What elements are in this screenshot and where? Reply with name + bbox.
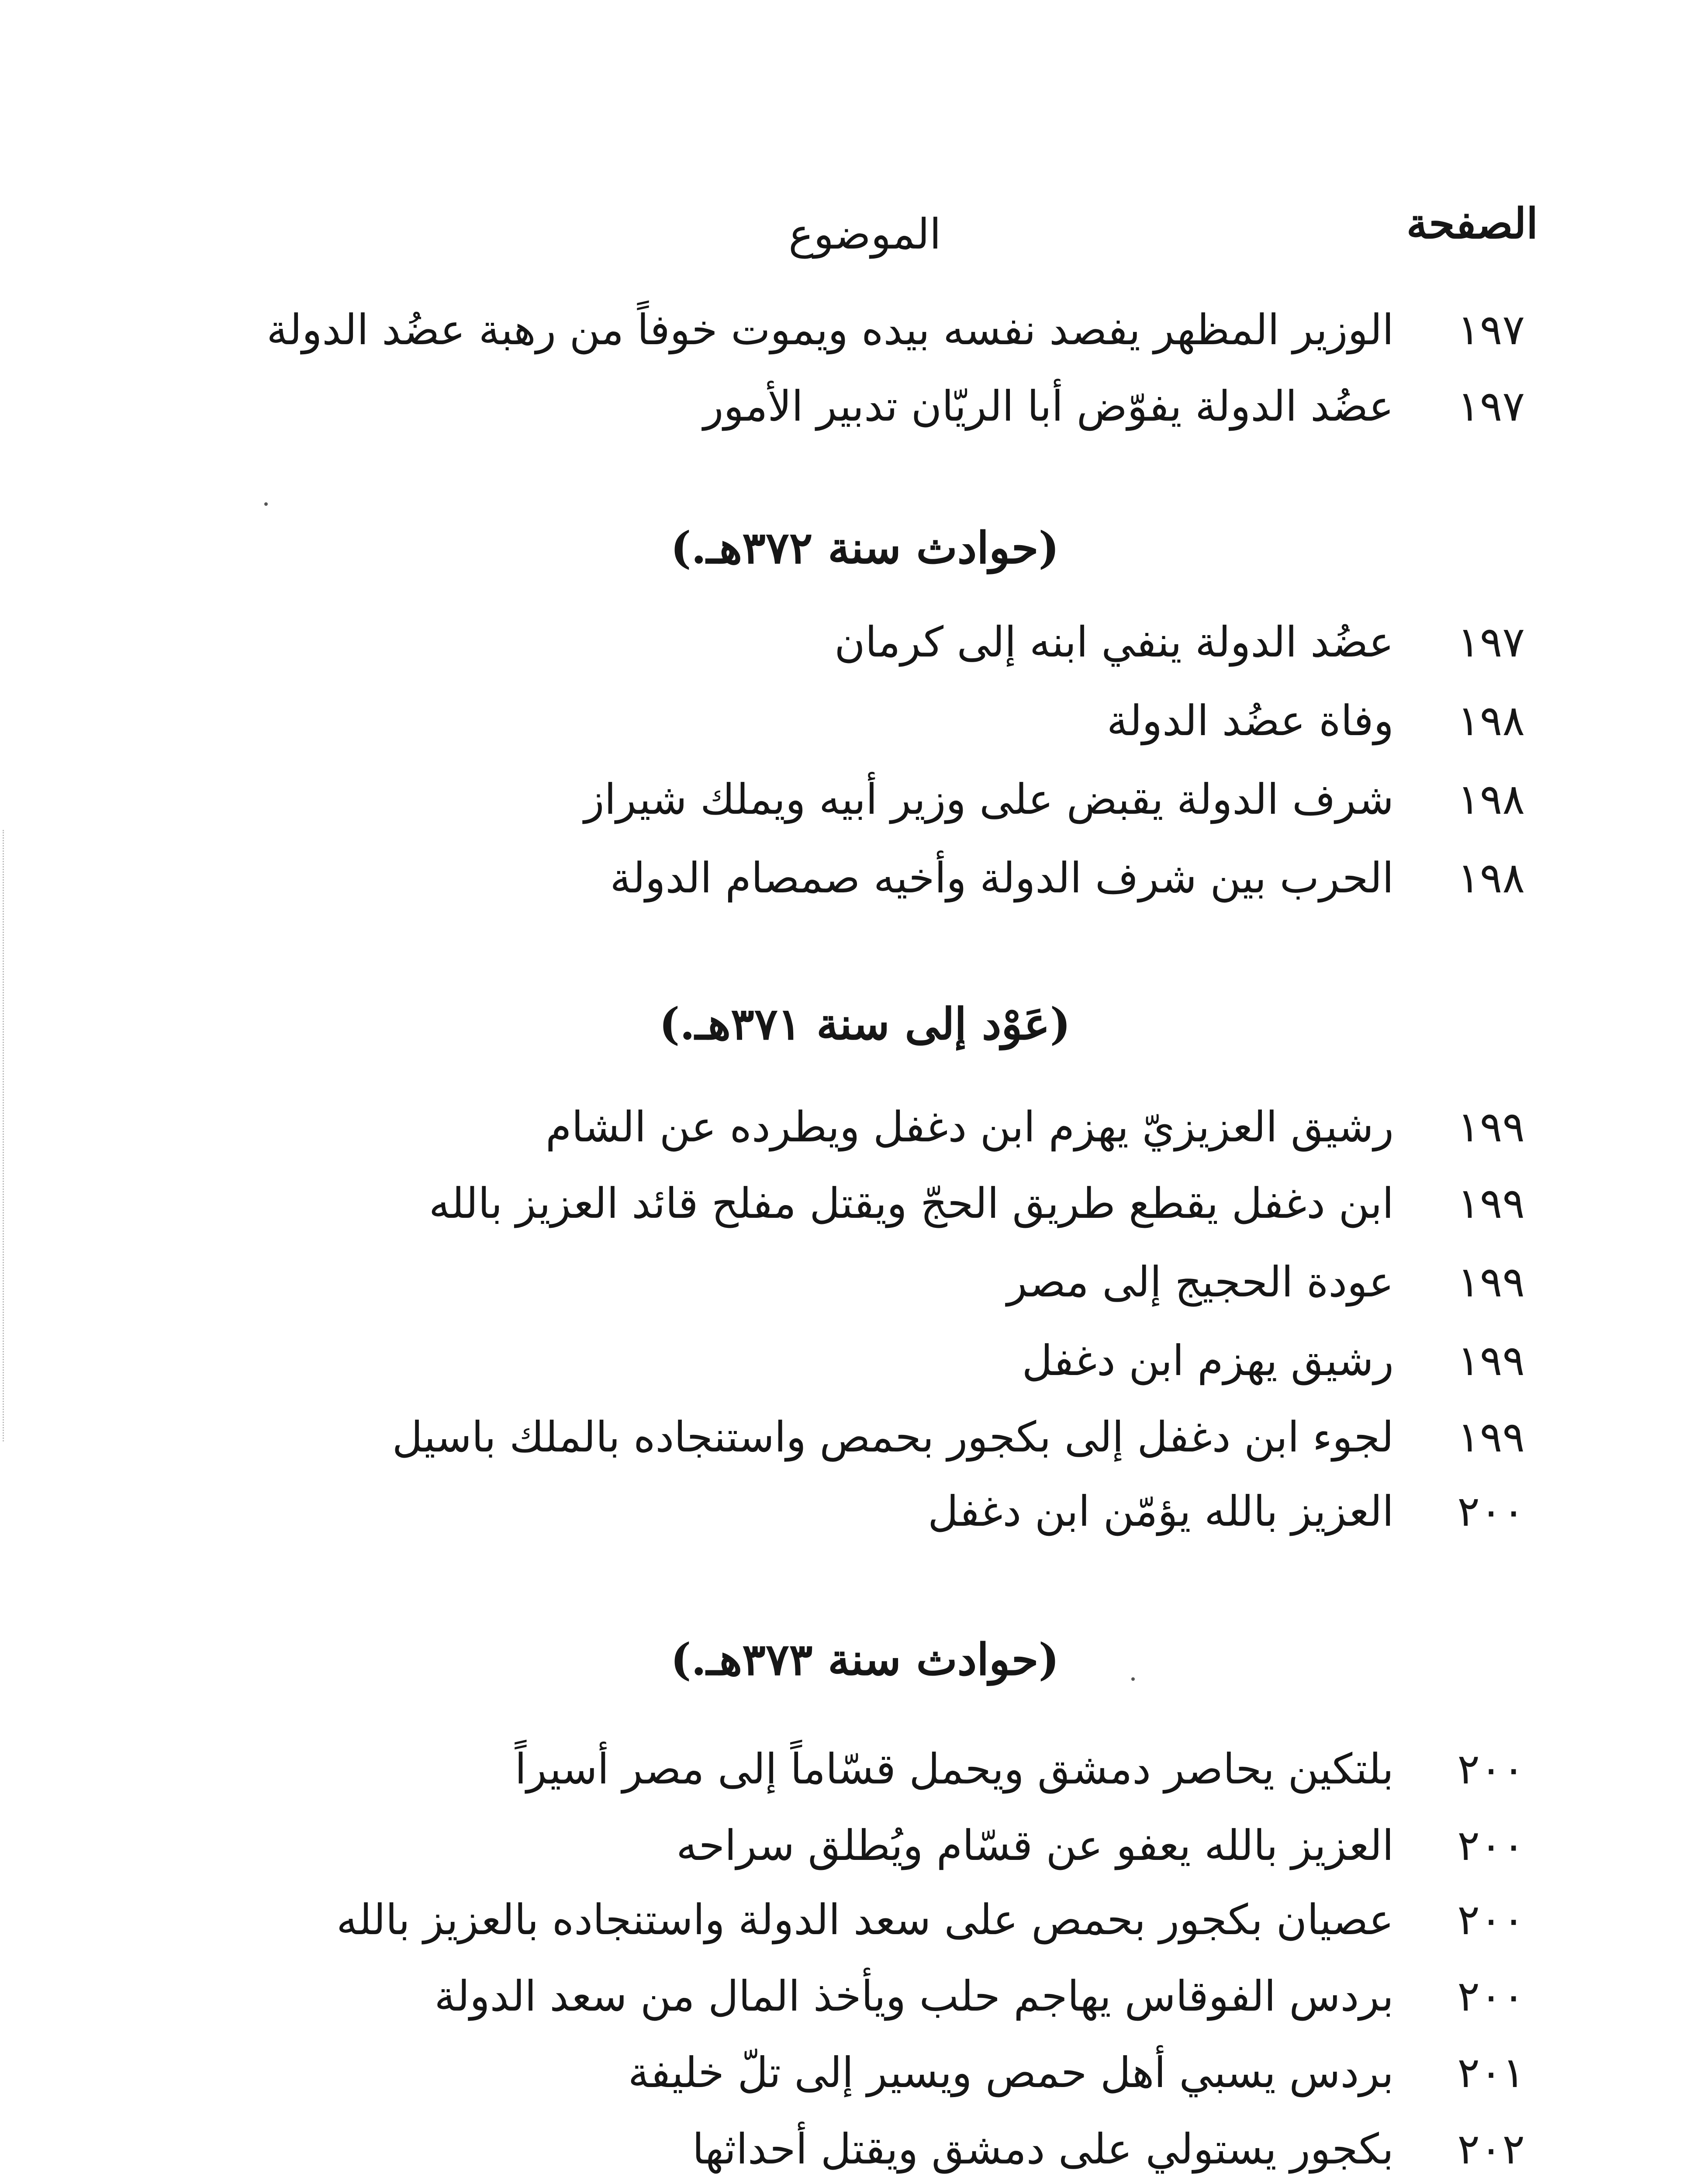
- toc-entry: [434, 1963, 1525, 2029]
- entry-topic: رشيق العزيزيّ يهزم ابن دغفل ويطرده عن الشام: [546, 1102, 1394, 1151]
- entry-topic: الحرب بين شرف الدولة وأخيه صمصام الدولة: [610, 854, 1394, 902]
- entry-topic: عصيان بكجور بحمص على سعد الدولة واستنجاده بالعزيز بالله: [336, 1895, 1394, 1944]
- entry-topic: بردس الفوقاس يهاجم حلب ويأخذ المال من سعد الدولة: [434, 1972, 1394, 2021]
- entry-topic: ابن دغفل يقطع طريق الحجّ ويقتل مفلح قائد العزيز بالله: [428, 1179, 1394, 1228]
- page-number: ١٩٩: [1457, 1258, 1525, 1306]
- toc-entry: [628, 2040, 1525, 2105]
- entry-topic: الوزير المظهر يفصد نفسه بيده ويموت خوفاً من رهبة عضُد الدولة: [266, 305, 1394, 354]
- page-number: ٢٠٠: [1457, 1972, 1525, 2021]
- page-number: ١٩٩: [1457, 1102, 1525, 1151]
- toc-entry: [676, 1813, 1525, 1878]
- toc-entry: [610, 845, 1525, 911]
- toc-entry: [834, 609, 1525, 675]
- toc-entry: [928, 1479, 1525, 1544]
- ink-speck: [1131, 1677, 1135, 1681]
- entry-topic: بكجور يستولي على دمشق ويقتل أحداثها: [692, 2125, 1394, 2174]
- entry-topic: عودة الحجيج إلى مصر: [1007, 1258, 1394, 1306]
- page-number: ١٩٨: [1457, 854, 1525, 902]
- entry-topic: شرف الدولة يقبض على وزير أبيه ويملك شيراز: [584, 775, 1394, 824]
- page-column-header: الصفحة: [1406, 199, 1538, 248]
- page-number: ٢٠٢: [1457, 2125, 1525, 2174]
- page-number: ١٩٨: [1457, 696, 1525, 745]
- toc-entry: [1022, 1328, 1525, 1393]
- page-number: ١٩٨: [1457, 775, 1525, 824]
- entry-topic: عضُد الدولة يفوّض أبا الريّان تدبير الأمور: [703, 382, 1394, 431]
- toc-entry: [336, 1887, 1525, 1952]
- toc-entry: [392, 1404, 1525, 1470]
- margin-dots: [3, 830, 5, 1441]
- toc-entry: [1007, 1249, 1525, 1315]
- toc-entry: [429, 1171, 1525, 1236]
- page-number: ٢٠٠: [1457, 1745, 1525, 1794]
- page-number: ١٩٧: [1457, 305, 1525, 354]
- page-number: ٢٠١: [1457, 2048, 1525, 2097]
- entry-topic: العزيز بالله يعفو عن قسّام ويُطلق سراحه: [676, 1821, 1394, 1870]
- section-heading: (حوادث سنة ٣٧٣هـ.): [670, 1634, 1059, 1685]
- page-number: ١٩٧: [1457, 618, 1525, 667]
- toc-entry: [515, 1736, 1525, 1802]
- page-number: ٢٠٠: [1457, 1821, 1525, 1870]
- entry-topic: لجوء ابن دغفل إلى بكجور بحمص واستنجاده بالملك باسيل: [392, 1413, 1394, 1462]
- topic-column-header: الموضوع: [788, 210, 941, 259]
- entry-topic: بلتكين يحاصر دمشق ويحمل قسّاماً إلى مصر أسيراً: [515, 1745, 1394, 1794]
- page-number: ٢٠٠: [1457, 1895, 1525, 1944]
- page-number: ٢٠٠: [1457, 1487, 1525, 1536]
- page-number: ١٩٩: [1457, 1413, 1525, 1462]
- toc-entry: [584, 767, 1525, 832]
- toc-entry: [266, 297, 1525, 363]
- toc-entry: [546, 1094, 1525, 1160]
- entry-topic: رشيق يهزم ابن دغفل: [1022, 1336, 1394, 1385]
- section-heading: (حوادث سنة ٣٧٢هـ.): [670, 522, 1059, 574]
- ink-speck: [264, 502, 268, 506]
- entry-topic: العزيز بالله يؤمّن ابن دغفل: [928, 1487, 1394, 1536]
- section-heading: (عَوْد إلى سنة ٣٧١هـ.): [659, 998, 1071, 1050]
- entry-topic: وفاة عضُد الدولة: [1106, 696, 1394, 745]
- page-number: ١٩٩: [1457, 1336, 1525, 1385]
- entry-topic: بردس يسبي أهل حمص ويسير إلى تلّ خليفة: [628, 2048, 1394, 2097]
- entry-topic: عضُد الدولة ينفي ابنه إلى كرمان: [834, 618, 1394, 667]
- toc-entry: [692, 2116, 1525, 2182]
- page-number: ١٩٧: [1457, 382, 1525, 431]
- toc-entry: [703, 373, 1525, 439]
- page-number: ١٩٩: [1457, 1179, 1525, 1228]
- toc-entry: [1107, 688, 1525, 753]
